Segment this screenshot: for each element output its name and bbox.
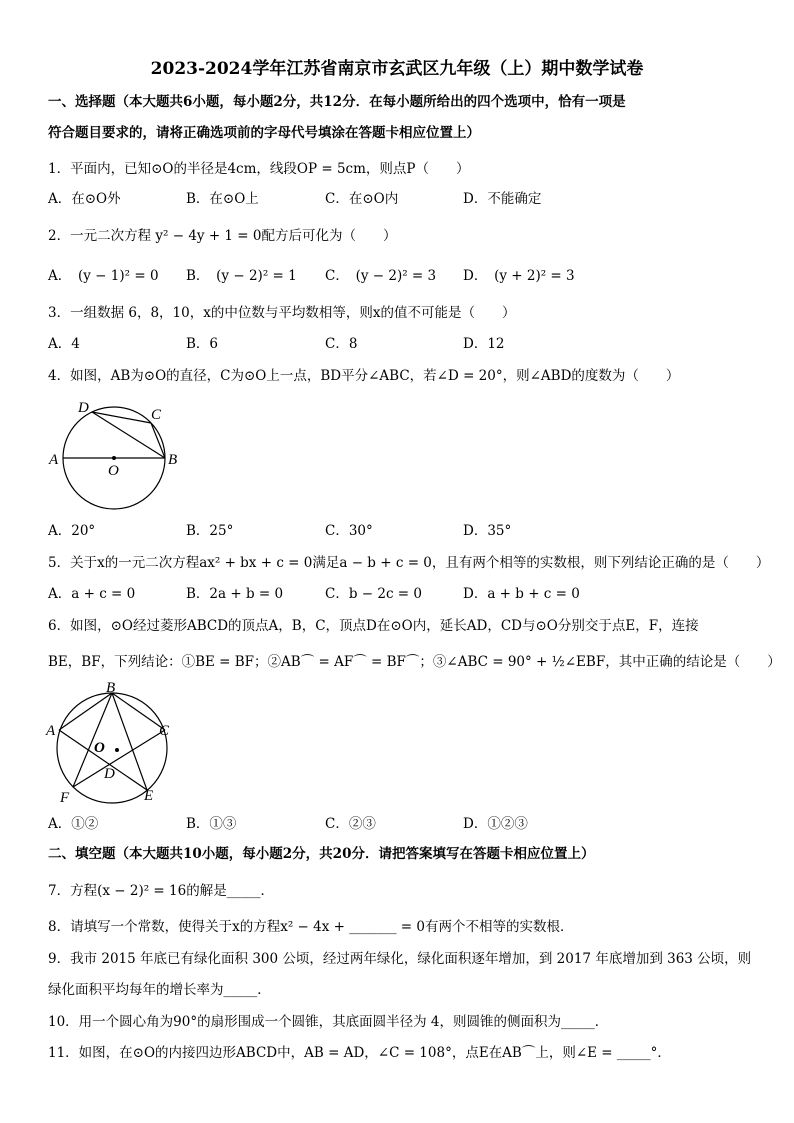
q6-label-d: D — [104, 766, 115, 782]
q11-text: 11．如图，在⊙O的内接四边形ABCD中，AB = AD，∠C = 108°，点E在AB⌒上，则∠E = _____°． — [48, 1045, 671, 1061]
q4-label-b: B — [168, 452, 178, 468]
section1-heading-line2: 符合题目要求的，请将正确选项前的字母代号填涂在答题卡相应位置上） — [48, 125, 480, 141]
q1-option-c: C．在⊙O内 — [325, 191, 399, 207]
q4-option-a: A．20° — [48, 523, 96, 539]
q6-label-a: A — [46, 723, 56, 739]
q6-label-e: E — [144, 788, 154, 804]
q9-text-line1: 9．我市 2015 年底已有绿化面积 300 公顷，经过两年绿化，绿化面积逐年增加，到 2017 年底增加到 363 公顷，则 — [48, 951, 752, 967]
q4-option-c: C．30° — [325, 523, 373, 539]
q4-option-b: B．25° — [186, 523, 234, 539]
q4-circle-figure — [44, 394, 194, 514]
q6-label-c: C — [159, 723, 170, 739]
q6-line-cf — [73, 730, 165, 787]
page-title: 2023-2024学年江苏省南京市玄武区九年级（上）期中数学试卷 — [150, 59, 644, 79]
q5-stem: 5．关于x的一元二次方程ax² + bx + c = 0满足a − b + c = 0，且有两个相等的实数根，则下列结论正确的是（ ） — [48, 555, 770, 571]
q5-option-d: D．a + b + c = 0 — [463, 586, 580, 602]
q3-stem: 3．一组数据 6，8，10，x的中位数与平均数相等，则x的值不可能是（ ） — [48, 305, 516, 321]
q6-label-b: B — [106, 680, 116, 696]
section1-heading-line1: 一、选择题（本大题共6小题，每小题2分，共12分．在每小题所给出的四个选项中，恰有一项是 — [48, 94, 626, 110]
q4-stem: 4．如图，AB为⊙O的直径，C为⊙O上一点，BD平分∠ABC，若∠D = 20°，则∠ABD的度数为（ ） — [48, 368, 680, 384]
q6-side-bc — [112, 693, 165, 730]
q6-option-a: A．①② — [48, 816, 99, 832]
q1-option-d: D．不能确定 — [463, 191, 542, 207]
q2-option-c: C． (y − 2)² = 3 — [325, 268, 437, 284]
q3-option-c: C．8 — [325, 336, 358, 352]
q2-option-b: B． (y − 2)² = 1 — [186, 268, 297, 284]
q4-chord-cb — [151, 423, 165, 458]
q5-option-b: B．2a + b = 0 — [186, 586, 284, 602]
q7-text: 7．方程(x − 2)² = 16的解是_____． — [48, 883, 274, 899]
q2-option-d: D． (y + 2)² = 3 — [463, 268, 575, 284]
q4-option-d: D．35° — [463, 523, 512, 539]
q4-label-a: A — [49, 452, 59, 468]
q8-text: 8．请填写一个常数，使得关于x的方程x² − 4x + _______ = 0有两个不相等的实数根． — [48, 919, 574, 935]
q9-text-line2: 绿化面积平均每年的增长率为_____． — [48, 982, 271, 998]
q2-stem: 2．一元二次方程 y² − 4y + 1 = 0配方后可化为（ ） — [48, 228, 397, 244]
q6-label-o: O — [94, 740, 105, 756]
q5-option-c: C．b − 2c = 0 — [325, 586, 422, 602]
q2-option-a: A． (y − 1)² = 0 — [48, 268, 159, 284]
q6-center-dot — [115, 748, 119, 752]
q6-label-f: F — [60, 790, 70, 806]
q4-label-o: O — [108, 463, 119, 479]
q1-option-a: A．在⊙O外 — [48, 191, 121, 207]
q1-option-b: B．在⊙O上 — [186, 191, 259, 207]
q6-stem-line2: BE，BF，下列结论：①BE = BF；②AB⌒ = AF⌒ = BF⌒；③∠ABC = 90° + ½∠EBF，其中正确的结论是（ ） — [48, 654, 781, 670]
q6-rhombus-figure — [42, 680, 182, 808]
q6-option-d: D．①②③ — [463, 816, 528, 832]
section2-heading: 二、填空题（本大题共10小题，每小题2分，共20分．请把答案填写在答题卡相应位置上） — [48, 846, 595, 862]
q6-option-c: C．②③ — [325, 816, 376, 832]
q6-option-b: B．①③ — [186, 816, 237, 832]
q5-option-a: A．a + c = 0 — [48, 586, 136, 602]
q10-text: 10．用一个圆心角为90°的扇形围成一个圆锥，其底面圆半径为 4，则圆锥的侧面积为_____． — [48, 1014, 609, 1030]
q3-option-b: B．6 — [186, 336, 219, 352]
q4-label-d: D — [78, 400, 89, 416]
q6-line-be — [112, 693, 147, 790]
q4-center-dot — [112, 456, 116, 460]
q6-line-ae — [59, 730, 147, 790]
q1-stem: 1．平面内，已知⊙O的半径是4cm，线段OP = 5cm，则点P（ ） — [48, 161, 470, 177]
q3-option-a: A．4 — [48, 336, 80, 352]
q6-stem-line1: 6．如图，⊙O经过菱形ABCD的顶点A，B，C，顶点D在⊙O内，延长AD，CD与⊙O分别交于点E，F，连接 — [48, 618, 699, 634]
q4-label-c: C — [151, 407, 162, 423]
q3-option-d: D．12 — [463, 336, 505, 352]
